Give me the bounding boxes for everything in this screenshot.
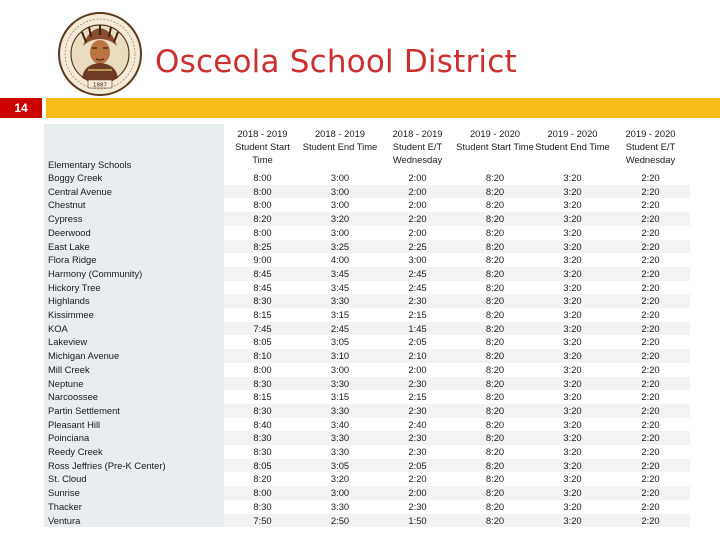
school-name: Flora Ridge (44, 253, 224, 267)
seal-icon (58, 12, 142, 96)
column-header: 2018 - 2019 Student E/T Wednesday (392, 128, 443, 165)
time-cell: 3:15 (330, 309, 350, 321)
time-cell: 8:00 (253, 226, 272, 238)
time-cell: 3:30 (301, 294, 379, 308)
time-cell: 3:00 (301, 185, 379, 199)
time-cell: 3:30 (301, 377, 379, 391)
time-cell: 8:25 (224, 240, 301, 254)
school-name: Pleasant Hill (44, 418, 224, 432)
time-cell: 2:00 (408, 172, 427, 183)
time-cell: 2:00 (408, 363, 427, 375)
time-cell: 2:45 (301, 322, 379, 336)
time-cell: 2:20 (611, 486, 690, 500)
school-name: Chestnut (44, 198, 224, 212)
time-cell: 2:45 (408, 281, 427, 293)
table-body (44, 171, 690, 527)
table-row (44, 308, 690, 322)
time-cell: 2:30 (379, 404, 456, 418)
time-cell: 3:40 (330, 418, 350, 430)
time-cell: 2:20 (641, 172, 660, 183)
time-cell: 2:20 (611, 459, 690, 473)
time-cell: 2:20 (641, 391, 660, 403)
time-cell: 3:20 (534, 267, 611, 281)
district-seal-logo (58, 12, 142, 96)
time-cell: 8:00 (253, 172, 272, 183)
time-cell: 2:20 (611, 322, 690, 336)
time-cell: 2:20 (611, 185, 690, 199)
table-row (44, 472, 690, 486)
time-cell: 2:20 (641, 418, 660, 430)
time-cell: 8:20 (456, 514, 534, 528)
time-cell: 2:10 (379, 349, 456, 363)
time-cell: 3:30 (330, 446, 350, 458)
slide-number-badge: 14 (0, 98, 42, 118)
table-row (44, 335, 690, 349)
time-cell: 2:45 (379, 267, 456, 281)
time-cell: 2:05 (408, 336, 427, 348)
time-cell: 8:20 (456, 294, 534, 308)
time-cell: 8:30 (224, 431, 301, 445)
time-cell: 8:20 (485, 281, 505, 293)
time-cell: 3:20 (534, 486, 611, 500)
school-name: East Lake (44, 240, 224, 254)
time-cell: 2:20 (641, 473, 660, 485)
time-cell: 2:20 (641, 226, 660, 238)
table-row (44, 322, 690, 336)
time-cell: 3:20 (534, 459, 611, 473)
time-cell: 3:20 (534, 377, 611, 391)
time-cell: 3:05 (301, 459, 379, 473)
time-cell: 3:20 (534, 514, 611, 528)
time-cell: 3:15 (330, 391, 350, 403)
time-cell: 8:00 (253, 199, 272, 211)
table-row (44, 486, 690, 500)
table-row (44, 404, 690, 418)
table-row (44, 171, 690, 185)
time-cell: 8:20 (485, 172, 505, 183)
row-header-label: Elementary Schools (44, 124, 224, 171)
time-cell: 7:50 (224, 514, 301, 528)
time-cell: 8:20 (485, 199, 505, 211)
school-name: Reedy Creek (44, 445, 224, 459)
time-cell: 2:00 (379, 486, 456, 500)
time-cell: 8:20 (456, 486, 534, 500)
time-cell: 2:20 (641, 281, 660, 293)
time-cell: 3:20 (563, 418, 582, 430)
time-cell: 3:20 (563, 336, 582, 348)
time-cell: 8:00 (224, 185, 301, 199)
time-cell: 8:10 (224, 349, 301, 363)
school-name: Michigan Avenue (44, 349, 224, 363)
time-cell: 8:20 (456, 431, 534, 445)
table-row (44, 445, 690, 459)
time-cell: 3:20 (534, 404, 611, 418)
time-cell: 3:20 (563, 172, 582, 183)
time-cell: 3:20 (301, 212, 379, 226)
time-cell: 8:20 (456, 349, 534, 363)
time-cell: 3:20 (563, 446, 582, 458)
time-cell: 8:20 (485, 391, 505, 403)
time-cell: 2:15 (408, 391, 427, 403)
table-row (44, 226, 690, 240)
time-cell: 3:10 (301, 349, 379, 363)
time-cell: 2:20 (641, 309, 660, 321)
school-name: Sunrise (44, 486, 224, 500)
time-cell: 8:20 (456, 240, 534, 254)
table-row (44, 253, 690, 267)
time-cell: 3:20 (563, 363, 582, 375)
time-cell: 2:20 (611, 240, 690, 254)
time-cell: 3:20 (330, 473, 350, 485)
time-cell: 3:20 (534, 294, 611, 308)
school-name: Ventura (44, 514, 224, 528)
time-cell: 2:20 (611, 294, 690, 308)
school-name: Neptune (44, 377, 224, 391)
time-cell: 2:00 (408, 199, 427, 211)
table-row (44, 459, 690, 473)
time-cell: 8:20 (456, 377, 534, 391)
school-name: Mill Creek (44, 363, 224, 377)
time-cell: 3:25 (301, 240, 379, 254)
time-cell: 8:20 (456, 404, 534, 418)
column-header: 2019 - 2020 Student E/T Wednesday (625, 128, 676, 165)
time-cell: 3:45 (301, 267, 379, 281)
school-name: Highlands (44, 294, 224, 308)
table-row (44, 185, 690, 199)
school-name: Central Avenue (44, 185, 224, 199)
time-cell: 3:20 (563, 226, 582, 238)
column-header: 2019 - 2020 Student Start Time (456, 128, 534, 152)
time-cell: 3:00 (408, 254, 427, 266)
time-cell: 8:20 (456, 212, 534, 226)
time-cell: 3:20 (563, 500, 582, 512)
time-cell: 3:00 (330, 226, 350, 238)
time-cell: 8:45 (224, 267, 301, 281)
time-cell: 2:20 (611, 431, 690, 445)
time-cell: 3:20 (563, 254, 582, 266)
column-header: 2018 - 2019 Student End Time (302, 128, 378, 152)
time-cell: 8:20 (485, 254, 505, 266)
time-cell: 3:00 (330, 199, 350, 211)
column-header: 2019 - 2020 Student End Time (535, 128, 610, 152)
time-cell: 3:00 (301, 486, 379, 500)
school-name: Harmony (Community) (44, 267, 224, 281)
time-cell: 3:30 (301, 431, 379, 445)
time-cell: 2:40 (408, 418, 427, 430)
time-cell: 3:20 (563, 391, 582, 403)
table-row (44, 363, 690, 377)
time-cell: 7:45 (224, 322, 301, 336)
time-cell: 3:20 (563, 199, 582, 211)
school-name: Poinciana (44, 431, 224, 445)
svg-text:1887: 1887 (93, 82, 107, 89)
time-cell: 2:00 (379, 185, 456, 199)
time-cell: 2:20 (641, 500, 660, 512)
table-row (44, 377, 690, 391)
time-cell: 2:20 (611, 404, 690, 418)
time-cell: 8:20 (485, 418, 505, 430)
time-cell: 2:20 (379, 212, 456, 226)
time-cell: 2:20 (641, 363, 660, 375)
time-cell: 8:20 (485, 336, 505, 348)
time-cell: 8:15 (253, 391, 272, 403)
time-cell: 2:20 (611, 212, 690, 226)
school-name: Deerwood (44, 226, 224, 240)
school-name: Cypress (44, 212, 224, 226)
time-cell: 3:05 (330, 336, 350, 348)
table-row (44, 349, 690, 363)
time-cell: 2:30 (379, 377, 456, 391)
time-cell: 8:45 (253, 281, 272, 293)
time-cell: 2:30 (408, 500, 427, 512)
table-row (44, 390, 690, 404)
time-cell: 8:20 (456, 185, 534, 199)
school-name: Lakeview (44, 335, 224, 349)
school-name: St. Cloud (44, 472, 224, 486)
time-cell: 3:20 (534, 212, 611, 226)
time-cell: 2:30 (379, 431, 456, 445)
time-cell: 3:20 (534, 322, 611, 336)
time-cell: 3:30 (330, 500, 350, 512)
school-name: Hickory Tree (44, 281, 224, 295)
time-cell: 3:00 (330, 363, 350, 375)
time-cell: 3:20 (563, 281, 582, 293)
column-header: 2018 - 2019 Student Start Time (235, 128, 290, 165)
page-title: Osceola School District (155, 44, 517, 80)
time-cell: 8:20 (485, 309, 505, 321)
table-row (44, 267, 690, 281)
time-cell: 9:00 (253, 254, 272, 266)
time-cell: 8:30 (224, 294, 301, 308)
time-cell: 8:20 (485, 363, 505, 375)
school-times-table (44, 124, 690, 527)
time-cell: 8:20 (224, 212, 301, 226)
time-cell: 3:00 (330, 172, 350, 183)
school-name: Partin Settlement (44, 404, 224, 418)
table-row (44, 418, 690, 432)
time-cell: 1:50 (379, 514, 456, 528)
time-cell: 3:20 (534, 240, 611, 254)
time-cell: 2:20 (611, 267, 690, 281)
table-row (44, 281, 690, 295)
time-cell: 3:20 (563, 309, 582, 321)
time-cell: 3:30 (301, 404, 379, 418)
header-accent-bar (46, 98, 720, 118)
table-header-row (44, 124, 690, 171)
time-cell: 3:20 (534, 185, 611, 199)
time-cell: 2:20 (641, 446, 660, 458)
school-name: Thacker (44, 500, 224, 514)
time-cell: 8:30 (253, 446, 272, 458)
table-row (44, 212, 690, 226)
time-cell: 2:00 (408, 226, 427, 238)
time-cell: 3:20 (534, 431, 611, 445)
time-cell: 2:30 (408, 446, 427, 458)
time-cell: 8:20 (456, 459, 534, 473)
time-cell: 2:20 (641, 336, 660, 348)
time-cell: 8:20 (456, 322, 534, 336)
time-cell: 8:20 (456, 267, 534, 281)
table-row (44, 198, 690, 212)
table-row (44, 514, 690, 528)
school-name: KOA (44, 322, 224, 336)
time-cell: 2:20 (611, 349, 690, 363)
time-cell: 8:20 (485, 446, 505, 458)
time-cell: 2:05 (379, 459, 456, 473)
time-cell: 2:30 (379, 294, 456, 308)
time-cell: 8:20 (253, 473, 272, 485)
time-cell: 8:30 (224, 404, 301, 418)
time-cell: 8:20 (485, 226, 505, 238)
table-row (44, 240, 690, 254)
table-row (44, 500, 690, 514)
time-cell: 3:45 (330, 281, 350, 293)
time-cell: 2:25 (379, 240, 456, 254)
time-cell: 8:30 (253, 500, 272, 512)
time-cell: 2:20 (611, 377, 690, 391)
school-name: Kissimmee (44, 308, 224, 322)
time-cell: 3:20 (563, 473, 582, 485)
time-cell: 8:00 (253, 363, 272, 375)
time-cell: 3:20 (534, 349, 611, 363)
table-row (44, 294, 690, 308)
time-cell: 8:40 (253, 418, 272, 430)
time-cell: 2:20 (611, 514, 690, 528)
time-cell: 4:00 (330, 254, 350, 266)
time-cell: 2:50 (301, 514, 379, 528)
time-cell: 1:45 (379, 322, 456, 336)
school-name: Ross Jeffries (Pre-K Center) (44, 459, 224, 473)
time-cell: 2:20 (641, 199, 660, 211)
time-cell: 8:15 (253, 309, 272, 321)
time-cell: 8:05 (253, 336, 272, 348)
table-row (44, 431, 690, 445)
time-cell: 2:15 (408, 309, 427, 321)
time-cell: 2:20 (641, 254, 660, 266)
time-cell: 2:20 (408, 473, 427, 485)
time-cell: 8:20 (485, 500, 505, 512)
time-cell: 8:05 (224, 459, 301, 473)
time-cell: 8:00 (224, 486, 301, 500)
time-cell: 8:20 (485, 473, 505, 485)
school-name: Narcoossee (44, 390, 224, 404)
school-name: Boggy Creek (44, 171, 224, 185)
time-cell: 8:30 (224, 377, 301, 391)
